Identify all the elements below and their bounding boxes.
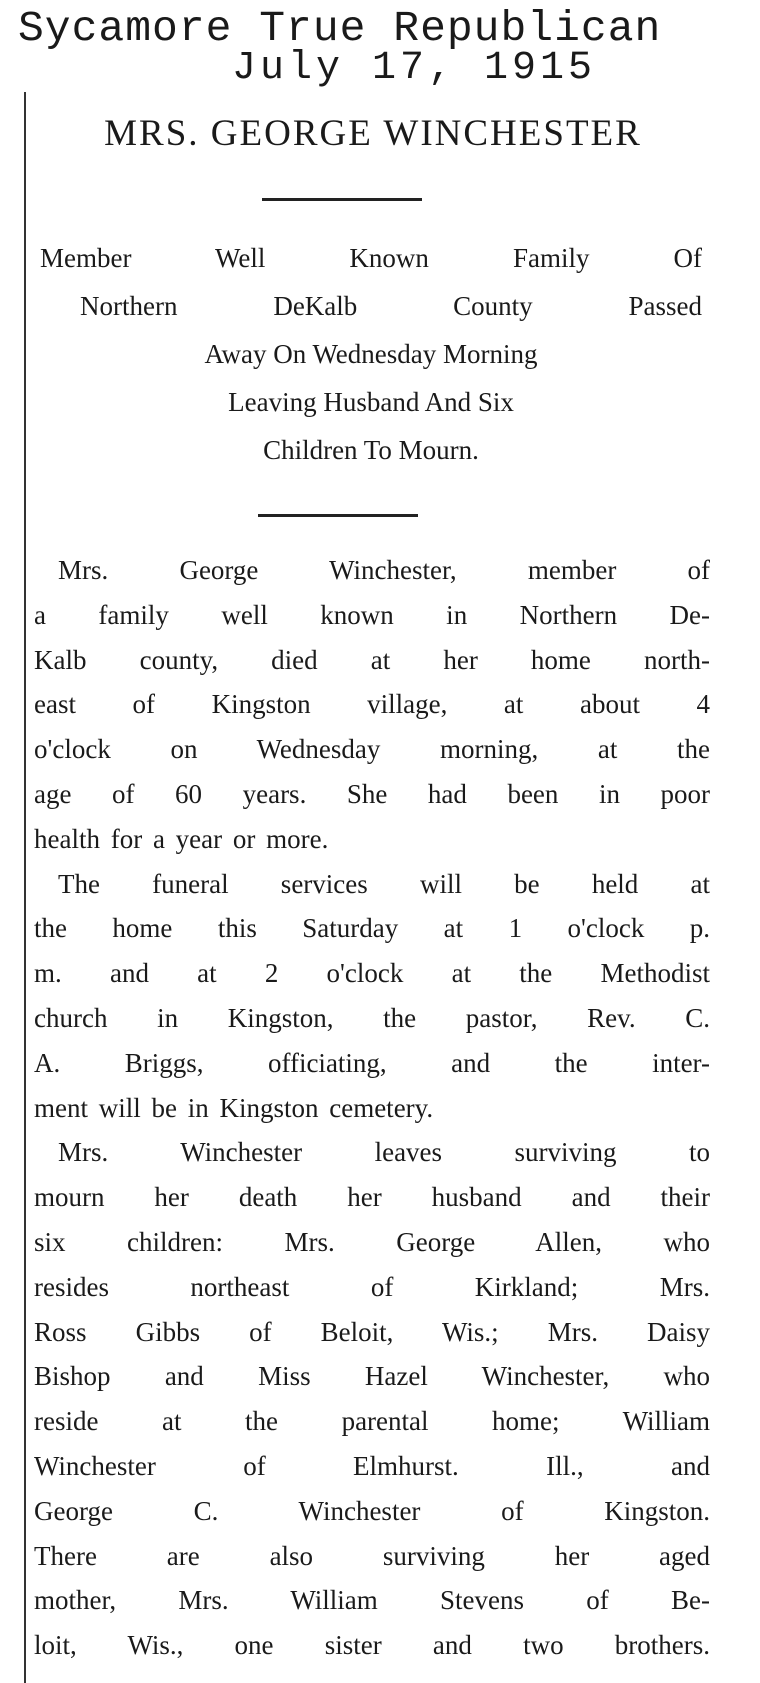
body-line: six children: Mrs. George Allen, who	[34, 1226, 710, 1257]
body-line: Mrs. Winchester leaves surviving to	[58, 1137, 710, 1168]
body-line: George C. Winchester of Kingston.	[34, 1495, 710, 1526]
headline: MRS. GEORGE WINCHESTER	[104, 113, 642, 154]
body-line: reside at the parental home; William	[34, 1406, 710, 1437]
body-line: ment will be in Kingston cemetery.	[34, 1092, 434, 1123]
body-line: age of 60 years. She had been in poor	[34, 778, 710, 809]
subhead-line: Member Well Known Family Of	[40, 243, 702, 273]
body-line: church in Kingston, the pastor, Rev. C.	[34, 1002, 710, 1033]
body-line: Winchester of Elmhurst. Ill., and	[34, 1450, 710, 1481]
body-line: There are also surviving her aged	[34, 1540, 710, 1571]
body-line: the home this Saturday at 1 o'clock p.	[34, 913, 710, 944]
divider-rule	[258, 514, 418, 517]
subheadline	[30, 234, 712, 474]
body-line: Bishop and Miss Hazel Winchester, who	[34, 1361, 710, 1392]
body-line: a family well known in Northern De-	[34, 599, 710, 630]
body-line: Ross Gibbs of Beloit, Wis.; Mrs. Daisy	[34, 1316, 710, 1347]
body-line: A. Briggs, officiating, and the inter-	[34, 1047, 710, 1078]
body-line: Kalb county, died at her home north-	[34, 644, 710, 675]
body-line: m. and at 2 o'clock at the Methodist	[34, 958, 710, 989]
subhead-line: Children To Mourn.	[263, 435, 479, 465]
body-line: The funeral services will be held at	[58, 868, 710, 899]
divider-rule	[262, 198, 422, 201]
subhead-line: Away On Wednesday Morning	[204, 339, 538, 369]
subhead-line: Leaving Husband And Six	[228, 387, 514, 417]
body-line: Mrs. George Winchester, member of	[58, 555, 710, 585]
body-line: mourn her death her husband and their	[34, 1182, 710, 1213]
column-border	[24, 92, 26, 1683]
publication-name: Sycamore True Republican	[18, 4, 662, 53]
body-line: east of Kingston village, at about 4	[34, 689, 710, 720]
body-line: loit, Wis., one sister and two brothers.	[34, 1630, 710, 1661]
body-line: mother, Mrs. William Stevens of Be-	[34, 1585, 710, 1616]
article-body	[34, 548, 710, 1668]
body-line: health for a year or more.	[34, 823, 329, 854]
body-line: resides northeast of Kirkland; Mrs.	[34, 1271, 710, 1302]
subhead-line: Northern DeKalb County Passed	[80, 291, 702, 321]
publication-date: July 17, 1915	[232, 46, 597, 91]
body-line: o'clock on Wednesday morning, at the	[34, 734, 710, 765]
